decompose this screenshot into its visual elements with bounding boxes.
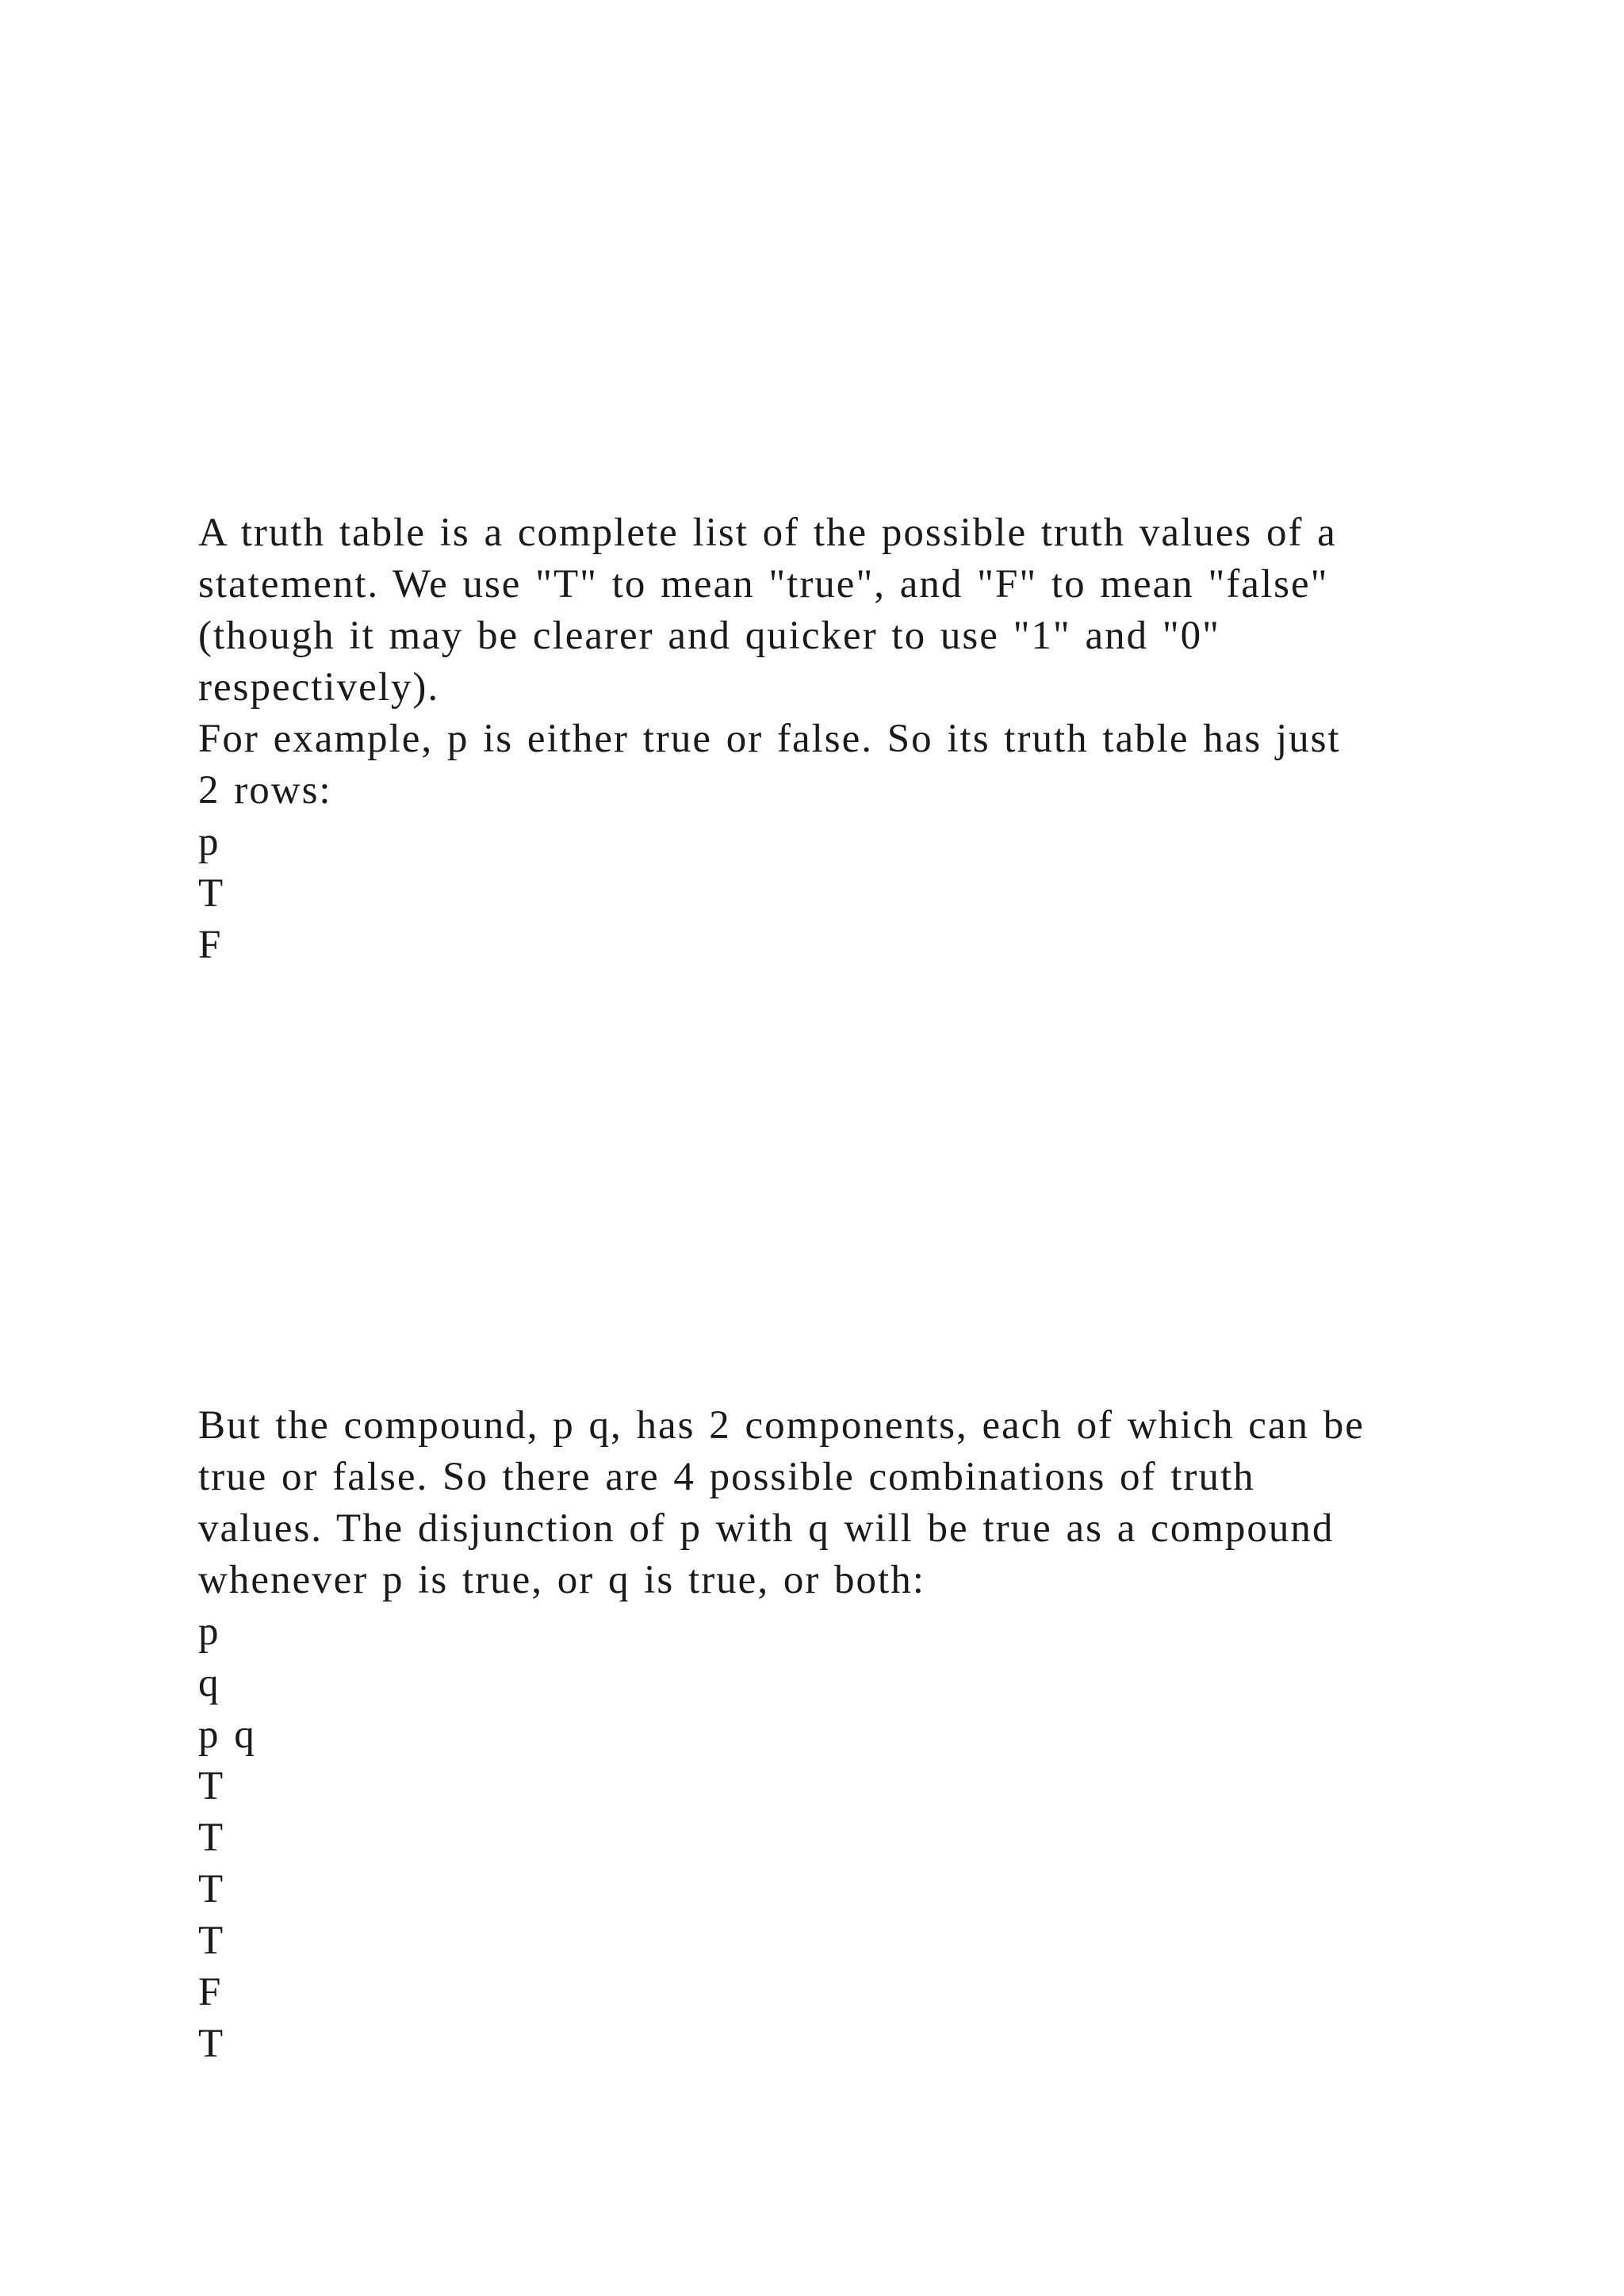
- table-cell: T: [198, 1867, 225, 1911]
- table-header-q: q: [198, 1661, 220, 1705]
- paragraph-line: (though it may be clearer and quicker to use "1" and "0": [198, 614, 1220, 658]
- table-cell: T: [198, 1764, 225, 1808]
- table-cell: T: [198, 871, 225, 916]
- truth-table-intro-section: [198, 507, 1507, 971]
- paragraph-line: values. The disjunction of p with q will be true as a compound: [198, 1506, 1335, 1551]
- table-header-p-or-q: p q: [198, 1712, 256, 1757]
- disjunction-section: [198, 1400, 1507, 2070]
- paragraph-line: true or false. So there are 4 possible combinations of truth: [198, 1455, 1255, 1499]
- paragraph-line: 2 rows:: [198, 768, 332, 813]
- paragraph-line: whenever p is true, or q is true, or both:: [198, 1558, 925, 1602]
- paragraph-line: A truth table is a complete list of the possible truth values of a: [198, 511, 1337, 555]
- paragraph-line: But the compound, p q, has 2 components, each of which can be: [198, 1403, 1365, 1448]
- table-cell: T: [198, 1816, 225, 1860]
- table-cell: T: [198, 2022, 225, 2066]
- paragraph-line: statement. We use "T" to mean "true", and "F" to mean "false": [198, 562, 1329, 607]
- paragraph-line: respectively).: [198, 665, 440, 710]
- table-cell: T: [198, 1919, 225, 1963]
- table-header-p: p: [198, 1609, 220, 1654]
- table-cell: F: [198, 923, 223, 967]
- table-header-p: p: [198, 820, 220, 864]
- paragraph-line: For example, p is either true or false. So its truth table has just: [198, 717, 1341, 761]
- table-cell: F: [198, 1970, 223, 2015]
